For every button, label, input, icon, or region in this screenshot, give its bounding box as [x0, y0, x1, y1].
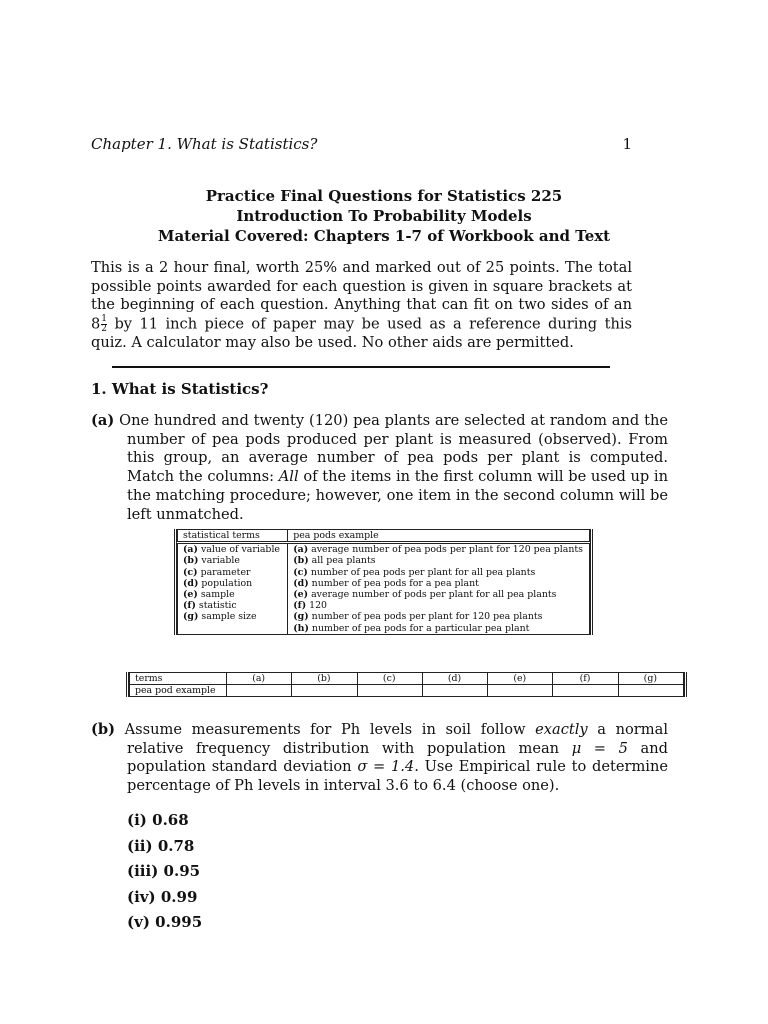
example-cell: (h) number of pea pods for a particular pea plant	[288, 623, 590, 635]
answer-column-f: (f)	[553, 673, 618, 685]
example-cell: (f) 120	[288, 600, 590, 611]
population-mean: μ = 5	[571, 739, 628, 757]
option-ii[interactable]: (ii) 0.78	[127, 836, 195, 855]
answer-table	[126, 672, 687, 697]
answer-blank-cell[interactable]	[422, 685, 487, 697]
answer-column-d: (d)	[422, 673, 487, 685]
example-cell: (a) average number of pea pods per plant for 120 pea plants	[288, 543, 590, 556]
answer-column-b: (b)	[292, 673, 357, 685]
term-cell: (d) population	[178, 578, 288, 589]
option-i[interactable]: (i) 0.68	[127, 811, 189, 829]
answer-options	[127, 808, 202, 936]
answer-column-g: (g)	[618, 673, 683, 685]
term-cell: (e) sample	[178, 589, 288, 600]
term-cell: (f) statistic	[178, 600, 288, 611]
table-row	[178, 578, 590, 589]
option-v[interactable]: (v) 0.995	[127, 913, 203, 931]
title-line-1: Practice Final Questions for Statistics 225	[205, 187, 563, 205]
term-cell: (b) variable	[178, 555, 288, 566]
table-row	[178, 543, 590, 556]
document-title	[0, 186, 768, 246]
example-cell: (e) average number of pods per plant for all pea plants	[288, 589, 590, 600]
question-b-emphasis: exactly	[535, 721, 588, 738]
horizontal-rule	[112, 366, 610, 368]
header-pea-pods-example: pea pods example	[288, 530, 590, 543]
answer-blank-cell[interactable]	[618, 685, 683, 697]
example-cell: (c) number of pea pods per plant for all pea plants	[288, 567, 590, 578]
intro-paragraph	[91, 259, 632, 353]
table-row	[178, 567, 590, 578]
title-line-3: Material Covered: Chapters 1-7 of Workbook and Text	[157, 227, 611, 245]
question-a	[91, 412, 668, 524]
term-cell: (g) sample size	[178, 611, 288, 622]
question-b-text-2: a normal relative frequency distribution with population mean	[127, 721, 668, 757]
question-a-label: (a)	[91, 412, 115, 429]
section-heading: 1. What is Statistics?	[91, 380, 269, 398]
answer-blank-cell[interactable]	[488, 685, 553, 697]
intro-text-2: by 11 inch piece of paper may be used as a reference during this quiz. A calculator may also be used. No other aids are permitted.	[91, 315, 632, 352]
question-a-text-1: One hundred and twenty (120) pea plants are selected at random and the number of pea pods produced per plant is measured (observed). From this group, an average number of pea pods per plant is computed. Match the columns:	[114, 412, 668, 486]
table-row	[178, 589, 590, 600]
answer-column-e: (e)	[488, 673, 553, 685]
example-cell: (b) all pea plants	[288, 555, 590, 566]
matching-table	[174, 529, 593, 635]
answer-blank-cell[interactable]	[357, 685, 422, 697]
title-line-2: Introduction To Probability Models	[236, 207, 532, 225]
fraction-denominator: 2	[101, 324, 108, 335]
fraction-numerator: 1	[101, 314, 108, 325]
answer-row-label: terms	[130, 673, 227, 685]
page-number: 1	[622, 135, 632, 153]
table-row	[178, 555, 590, 566]
table-row	[178, 611, 590, 622]
question-a-emphasis: All	[278, 468, 299, 486]
term-cell: (c) parameter	[178, 567, 288, 578]
answer-blank-cell[interactable]	[553, 685, 618, 697]
term-cell	[178, 623, 288, 635]
question-b-text-3: and population standard deviation	[127, 739, 668, 776]
option-iv[interactable]: (iv) 0.99	[127, 887, 198, 906]
question-b	[91, 721, 668, 796]
question-b-text-1: Assume measurements for Ph levels in soil follow	[115, 721, 536, 738]
header-statistical-terms: statistical terms	[178, 530, 288, 543]
matching-table-header	[178, 530, 590, 543]
example-cell: (d) number of pea pods for a pea plant	[288, 578, 590, 589]
answer-column-c: (c)	[357, 673, 422, 685]
answer-blank-cell[interactable]	[227, 685, 292, 697]
running-title: Chapter 1. What is Statistics?	[91, 135, 318, 153]
question-a-text-2: of the items in the first column will be used up in the matching procedure; however, one item in the second column will be left unmatched.	[127, 468, 668, 523]
answer-row-label: pea pod example	[130, 685, 227, 697]
answer-column-a: (a)	[227, 673, 292, 685]
question-b-text-4: . Use Empirical rule to determine percentage of Ph levels in interval 3.6 to 6.4 (choose one).	[127, 758, 668, 795]
term-cell: (a) value of variable	[178, 543, 288, 556]
answer-terms-row	[130, 673, 684, 685]
table-row	[178, 600, 590, 611]
answer-blank-cell[interactable]	[292, 685, 357, 697]
table-row	[178, 623, 590, 635]
intro-text-1: This is a 2 hour final, worth 25% and marked out of 25 points. The total possible points awarded for each question is given in square brackets at the beginning of each question. Anything that can fit on two sides of an 8	[91, 259, 632, 333]
answer-example-row	[130, 685, 684, 697]
population-std-dev: σ = 1.4	[357, 758, 415, 776]
question-b-label: (b)	[91, 721, 116, 738]
option-iii[interactable]: (iii) 0.95	[127, 862, 201, 880]
example-cell: (g) number of pea pods per plant for 120 pea plants	[288, 611, 590, 622]
